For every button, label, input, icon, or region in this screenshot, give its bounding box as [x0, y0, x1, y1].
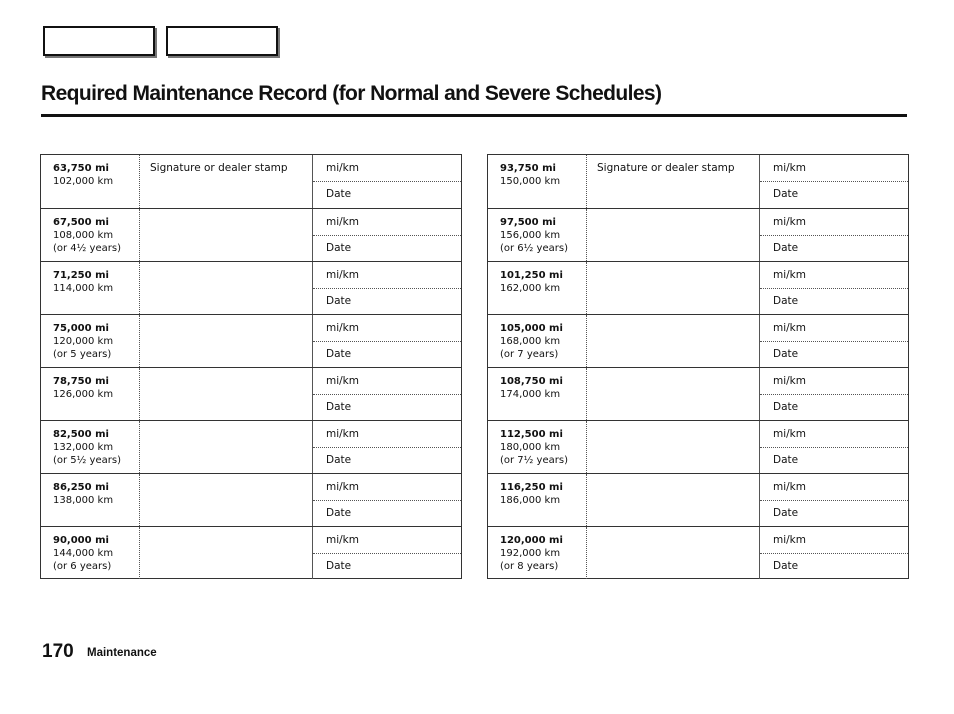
- interval-miles: 120,000 mi: [500, 535, 563, 546]
- mileage-date-cell[interactable]: [760, 421, 908, 473]
- interval-cell: [488, 209, 587, 261]
- date-label: Date: [326, 560, 352, 572]
- interval-km: 150,000 km: [500, 176, 561, 187]
- signature-cell[interactable]: [587, 315, 760, 367]
- table-row: [488, 367, 908, 420]
- mikm-label: mi/km: [326, 162, 359, 174]
- date-label: Date: [773, 348, 799, 360]
- table-row: [488, 473, 908, 526]
- interval-years: (or 8 years): [500, 561, 559, 572]
- interval-years: (or 7½ years): [500, 455, 568, 466]
- mikm-label: mi/km: [773, 269, 806, 281]
- previous-page-button[interactable]: [43, 26, 155, 56]
- mileage-date-cell[interactable]: [760, 155, 908, 208]
- mileage-date-cell[interactable]: [313, 155, 461, 208]
- signature-cell[interactable]: [140, 315, 313, 367]
- date-label: Date: [773, 454, 799, 466]
- date-label: Date: [773, 401, 799, 413]
- interval-km: 138,000 km: [53, 495, 114, 506]
- interval-cell: [41, 368, 140, 420]
- interval-miles: 78,750 mi: [53, 376, 109, 387]
- table-row: [488, 420, 908, 473]
- interval-cell: [488, 155, 587, 208]
- mikm-label: mi/km: [773, 216, 806, 228]
- interval-miles: 82,500 mi: [53, 429, 109, 440]
- interval-miles: 108,750 mi: [500, 376, 563, 387]
- interval-years: (or 4½ years): [53, 243, 121, 254]
- interval-miles: 75,000 mi: [53, 323, 109, 334]
- mikm-label: mi/km: [326, 428, 359, 440]
- mileage-date-cell[interactable]: [760, 527, 908, 579]
- interval-miles: 112,500 mi: [500, 429, 563, 440]
- mikm-label: mi/km: [326, 481, 359, 493]
- signature-cell[interactable]: [587, 368, 760, 420]
- interval-cell: [488, 527, 587, 579]
- mikm-label: mi/km: [326, 322, 359, 334]
- interval-cell: [41, 209, 140, 261]
- mikm-label: mi/km: [773, 375, 806, 387]
- mileage-date-cell[interactable]: [760, 262, 908, 314]
- table-row: [41, 473, 461, 526]
- signature-cell[interactable]: [587, 421, 760, 473]
- interval-years: (or 6 years): [53, 561, 112, 572]
- interval-km: 120,000 km: [53, 336, 114, 347]
- table-row: [488, 314, 908, 367]
- date-label: Date: [326, 507, 352, 519]
- interval-cell: [41, 262, 140, 314]
- table-row: [41, 208, 461, 261]
- date-label: Date: [773, 188, 799, 200]
- signature-cell[interactable]: [140, 527, 313, 579]
- signature-cell[interactable]: [140, 421, 313, 473]
- interval-cell: [41, 474, 140, 526]
- table-row: [41, 526, 461, 579]
- interval-miles: 93,750 mi: [500, 163, 556, 174]
- mikm-label: mi/km: [326, 534, 359, 546]
- interval-years: (or 5½ years): [53, 455, 121, 466]
- mikm-label: mi/km: [773, 162, 806, 174]
- mileage-date-cell[interactable]: [313, 368, 461, 420]
- interval-km: 108,000 km: [53, 230, 114, 241]
- interval-miles: 101,250 mi: [500, 270, 563, 281]
- mileage-date-cell[interactable]: [313, 315, 461, 367]
- interval-cell: [41, 315, 140, 367]
- interval-miles: 97,500 mi: [500, 217, 556, 228]
- mileage-date-cell[interactable]: [760, 368, 908, 420]
- interval-miles: 67,500 mi: [53, 217, 109, 228]
- interval-miles: 105,000 mi: [500, 323, 563, 334]
- mikm-label: mi/km: [773, 481, 806, 493]
- signature-header: Signature or dealer stamp: [150, 162, 288, 174]
- interval-km: 186,000 km: [500, 495, 561, 506]
- table-row: [488, 208, 908, 261]
- date-label: Date: [326, 242, 352, 254]
- mikm-label: mi/km: [326, 216, 359, 228]
- signature-cell[interactable]: [140, 209, 313, 261]
- date-label: Date: [773, 242, 799, 254]
- page-title: Required Maintenance Record (for Normal and Severe Schedules): [41, 82, 662, 105]
- date-label: Date: [773, 295, 799, 307]
- interval-miles: 90,000 mi: [53, 535, 109, 546]
- next-page-button[interactable]: [166, 26, 278, 56]
- interval-km: 180,000 km: [500, 442, 561, 453]
- table-row: [41, 420, 461, 473]
- interval-cell: [41, 155, 140, 208]
- mikm-label: mi/km: [326, 269, 359, 281]
- signature-cell[interactable]: [587, 262, 760, 314]
- interval-miles: 86,250 mi: [53, 482, 109, 493]
- signature-cell[interactable]: [587, 155, 760, 208]
- interval-km: 174,000 km: [500, 389, 561, 400]
- table-row: [488, 526, 908, 579]
- signature-cell[interactable]: [140, 262, 313, 314]
- signature-cell[interactable]: [140, 474, 313, 526]
- signature-cell[interactable]: [587, 527, 760, 579]
- title-underline: [41, 114, 907, 117]
- table-row: [41, 314, 461, 367]
- mileage-date-cell[interactable]: [760, 474, 908, 526]
- section-name: Maintenance: [87, 647, 157, 659]
- interval-km: 192,000 km: [500, 548, 561, 559]
- mileage-date-cell[interactable]: [313, 421, 461, 473]
- signature-cell[interactable]: [587, 474, 760, 526]
- mikm-label: mi/km: [326, 375, 359, 387]
- interval-miles: 116,250 mi: [500, 482, 563, 493]
- interval-km: 126,000 km: [53, 389, 114, 400]
- interval-km: 132,000 km: [53, 442, 114, 453]
- date-label: Date: [773, 507, 799, 519]
- mileage-date-cell[interactable]: [760, 209, 908, 261]
- interval-km: 114,000 km: [53, 283, 114, 294]
- date-label: Date: [326, 188, 352, 200]
- interval-years: (or 7 years): [500, 349, 559, 360]
- mileage-date-cell[interactable]: [313, 209, 461, 261]
- interval-cell: [488, 474, 587, 526]
- interval-km: 168,000 km: [500, 336, 561, 347]
- table-row: [41, 261, 461, 314]
- date-label: Date: [326, 348, 352, 360]
- interval-miles: 63,750 mi: [53, 163, 109, 174]
- table-row: [488, 155, 908, 208]
- interval-km: 144,000 km: [53, 548, 114, 559]
- interval-cell: [488, 262, 587, 314]
- date-label: Date: [326, 401, 352, 413]
- interval-km: 102,000 km: [53, 176, 114, 187]
- date-label: Date: [773, 560, 799, 572]
- interval-cell: [41, 527, 140, 579]
- interval-cell: [488, 368, 587, 420]
- interval-cell: [41, 421, 140, 473]
- interval-km: 156,000 km: [500, 230, 561, 241]
- interval-km: 162,000 km: [500, 283, 561, 294]
- mikm-label: mi/km: [773, 428, 806, 440]
- interval-years: (or 5 years): [53, 349, 112, 360]
- mileage-date-cell[interactable]: [313, 262, 461, 314]
- signature-header: Signature or dealer stamp: [597, 162, 735, 174]
- table-row: [41, 367, 461, 420]
- mikm-label: mi/km: [773, 534, 806, 546]
- interval-cell: [488, 315, 587, 367]
- maintenance-record-table-left: [40, 154, 462, 579]
- interval-cell: [488, 421, 587, 473]
- table-row: [488, 261, 908, 314]
- interval-years: (or 6½ years): [500, 243, 568, 254]
- mikm-label: mi/km: [773, 322, 806, 334]
- date-label: Date: [326, 295, 352, 307]
- maintenance-record-table-right: [487, 154, 909, 579]
- signature-cell[interactable]: [140, 368, 313, 420]
- page-number: 170: [42, 641, 74, 662]
- mileage-date-cell[interactable]: [760, 315, 908, 367]
- signature-cell[interactable]: [587, 209, 760, 261]
- mileage-date-cell[interactable]: [313, 474, 461, 526]
- signature-cell[interactable]: [140, 155, 313, 208]
- date-label: Date: [326, 454, 352, 466]
- mileage-date-cell[interactable]: [313, 527, 461, 579]
- interval-miles: 71,250 mi: [53, 270, 109, 281]
- table-row: [41, 155, 461, 208]
